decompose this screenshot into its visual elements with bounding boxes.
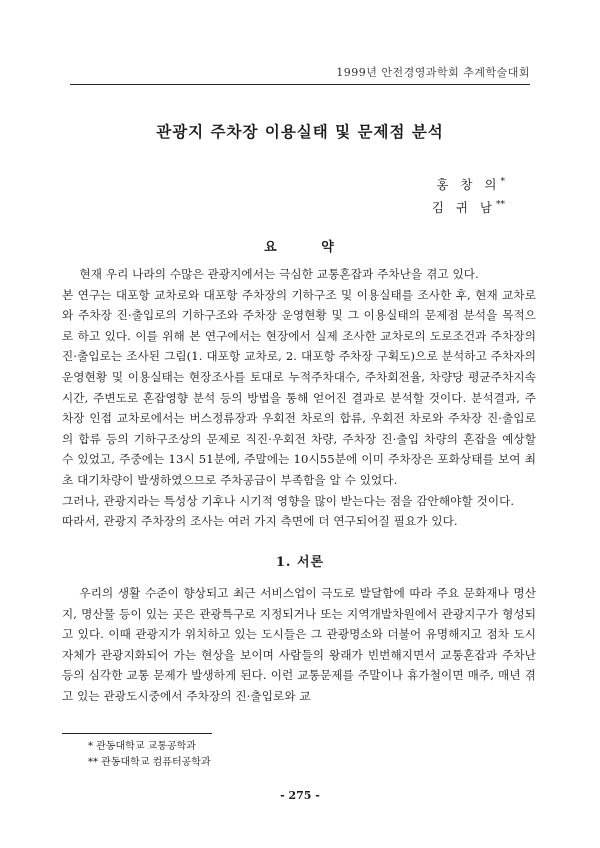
abstract-body xyxy=(62,264,536,532)
introduction-body xyxy=(62,583,536,707)
abstract-heading: 요 약 xyxy=(264,240,354,255)
abstract-paragraph: 본 연구는 대포항 교차로와 대포항 주차장의 기하구조 및 이용실태를 조사한 후, 현재 교차로와 주차장 진·출입로의 기하구조와 주차장 운영현황 및 그 이용실태의 문제점 분석을 목적으로 하고 있다. 이를 위해 본 연구에서는 현장에서 실제 조사한 교차로의 도로조건과 주차장의 진·출입로는 조사된 그림(1. 대포항 교차로, 2. 대포항 주차장 구획도)으로 분석하고 주차자의 운영현황 및 이용실태는 현장조사를 토대로 누적주차대수, 주차회전율, 차량당 평균주차지속시간, 주변도로 혼잡영향 분석 등의 방법을 통해 얻어진 결과로 분석할 것이다. 분석결과, 주차장 인접 교차로에서는 버스정류장과 우회전 차로의 합류, 우회전 차로와 주차장 진·출입로의 합류 등의 기하구조상의 문제로 직진·우회전 차량, 주차장 진·출입 차량의 혼잡을 예상할 수 있었고, 주중에는 13시 51분에, 주말에는 10시55분에 이미 주차장은 포화상태를 보여 최초 대기차량이 발생하였으므로 주차공급이 부족함을 알 수 있었다. xyxy=(62,287,536,487)
footnote-1: * 관동대학교 교통공학과 xyxy=(88,741,196,752)
footnote-rule xyxy=(62,733,212,734)
author-1 xyxy=(436,175,505,193)
abstract-paragraph: 현재 우리 나라의 수많은 관광지에서는 극심한 교통혼잡과 주차난을 겪고 있다. xyxy=(79,267,479,281)
author-2-name: 김 귀 남 xyxy=(431,200,496,215)
author-1-mark: * xyxy=(500,176,505,187)
abstract-paragraph: 따라서, 관광지 주차장의 조사는 여러 가지 측면에 더 연구되어질 필요가 있다. xyxy=(62,514,458,529)
running-header: 1999년 안전경영과학회 추계학술대회 xyxy=(336,66,530,79)
introduction-heading: 1. 서론 xyxy=(275,555,325,570)
footnotes xyxy=(88,739,211,771)
header-rule xyxy=(70,84,530,85)
abstract-paragraph: 그러나, 관광지라는 특성상 기후나 시기적 영향을 많이 받는다는 점을 감안해야할 것이다. xyxy=(62,493,515,508)
author-2-mark: ** xyxy=(496,199,505,210)
page-number: - 275 - xyxy=(280,789,320,802)
paper-title: 관광지 주차장 이용실태 및 문제점 분석 xyxy=(156,122,444,141)
introduction-paragraph: 우리의 생활 수준이 향상되고 최근 서비스업이 극도로 발달함에 따라 주요 문화재나 명산지, 명산물 등이 있는 곳은 관광특구로 지정되거나 또는 지역개발차원에서 관광지구가 형성되고 있다. 이때 관광지가 위치하고 있는 도시들은 그 관광명소와 더불어 유명해지고 점차 도시자체가 관광지화되어 가는 현상을 보이며 사람들의 왕래가 빈번해지면서 교통혼잡과 주차난 등의 심각한 교통 문제가 발생하게 된다. 이런 교통문제를 주말이나 휴가철이면 매주, 매년 겪고 있는 관광도시중에서 주차장의 진·출입로와 교 xyxy=(62,586,536,703)
author-1-name: 홍 창 의 xyxy=(436,177,501,192)
footnote-2: ** 관동대학교 컴퓨터공학과 xyxy=(88,757,211,768)
author-2 xyxy=(432,198,505,216)
